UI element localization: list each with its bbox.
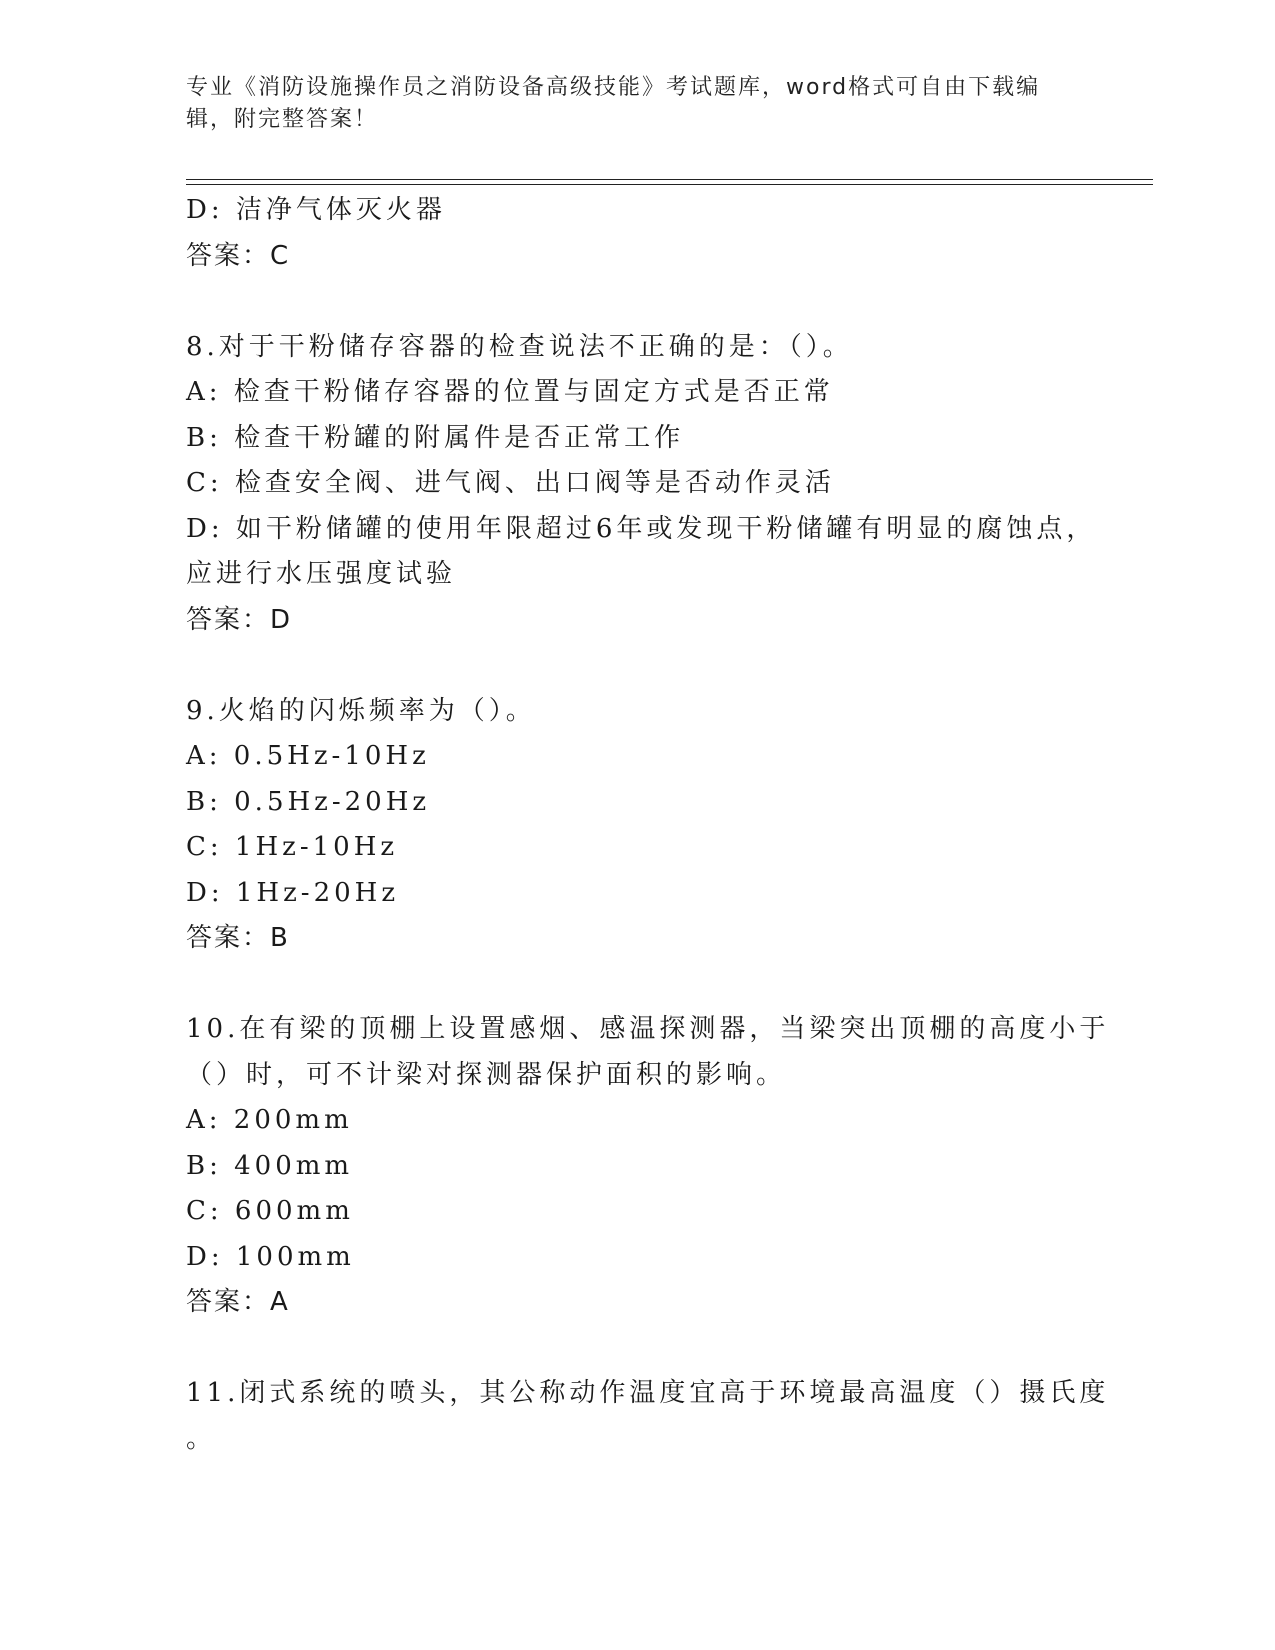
spacer — [186, 643, 1086, 689]
q8-option-d-line1: D: 如干粉储罐的使用年限超过6年或发现干粉储罐有明显的腐蚀点， — [186, 513, 1097, 544]
q9-option-b: B: 0.5Hz-20Hz — [186, 786, 431, 817]
q8-option-a: A: 检查干粉储存容器的位置与固定方式是否正常 — [186, 377, 834, 407]
header-divider-top — [186, 179, 1153, 180]
q8-option-b: B: 检查干粉罐的附属件是否正常工作 — [186, 422, 685, 453]
q10-stem-line2: （）时，可不计梁对探测器保护面积的影响。 — [186, 1059, 787, 1090]
q9-option-d: D: 1Hz-20Hz — [186, 877, 400, 908]
header-divider-bottom — [186, 184, 1153, 185]
q8-stem: 8.对于干粉储存容器的检查说法不正确的是：（）。 — [186, 331, 853, 362]
q11-stem-line2: 。 — [186, 1423, 217, 1454]
q7-option-d: D: 洁净气体灭火器 — [186, 195, 446, 225]
q8-answer: 答案：D — [186, 604, 293, 635]
q10-option-a: A: 200mm — [186, 1105, 353, 1135]
q7-answer: 答案：C — [186, 240, 291, 271]
document-header: 专业《消防设施操作员之消防设备高级技能》考试题库，word格式可自由下载编辑，附完整答案！ — [186, 75, 1041, 132]
q9-answer: 答案：B — [186, 923, 290, 953]
spacer — [186, 279, 1086, 325]
q10-answer: 答案：A — [186, 1287, 290, 1317]
spacer — [186, 1326, 1086, 1372]
spacer — [186, 962, 1086, 1008]
q9-option-c: C: 1Hz-10Hz — [186, 832, 399, 862]
q9-stem: 9.火焰的闪烁频率为（）。 — [186, 695, 536, 726]
q11-stem-line1: 11.闭式系统的喷头，其公称动作温度宜高于环境最高温度（）摄氏度 — [186, 1378, 1110, 1408]
q10-stem-line1: 10.在有梁的顶棚上设置感烟、感温探测器，当梁突出顶棚的高度小于 — [186, 1014, 1110, 1044]
q10-option-d: D: 100mm — [186, 1241, 355, 1272]
q8-option-c: C: 检查安全阀、进气阀、出口阀等是否动作灵活 — [186, 468, 835, 498]
q8-option-d-line2: 应进行水压强度试验 — [186, 559, 457, 589]
q9-option-a: A: 0.5Hz-10Hz — [186, 741, 430, 771]
q10-option-b: B: 400mm — [186, 1150, 354, 1181]
q10-option-c: C: 600mm — [186, 1196, 354, 1226]
question-list — [186, 188, 1110, 1462]
